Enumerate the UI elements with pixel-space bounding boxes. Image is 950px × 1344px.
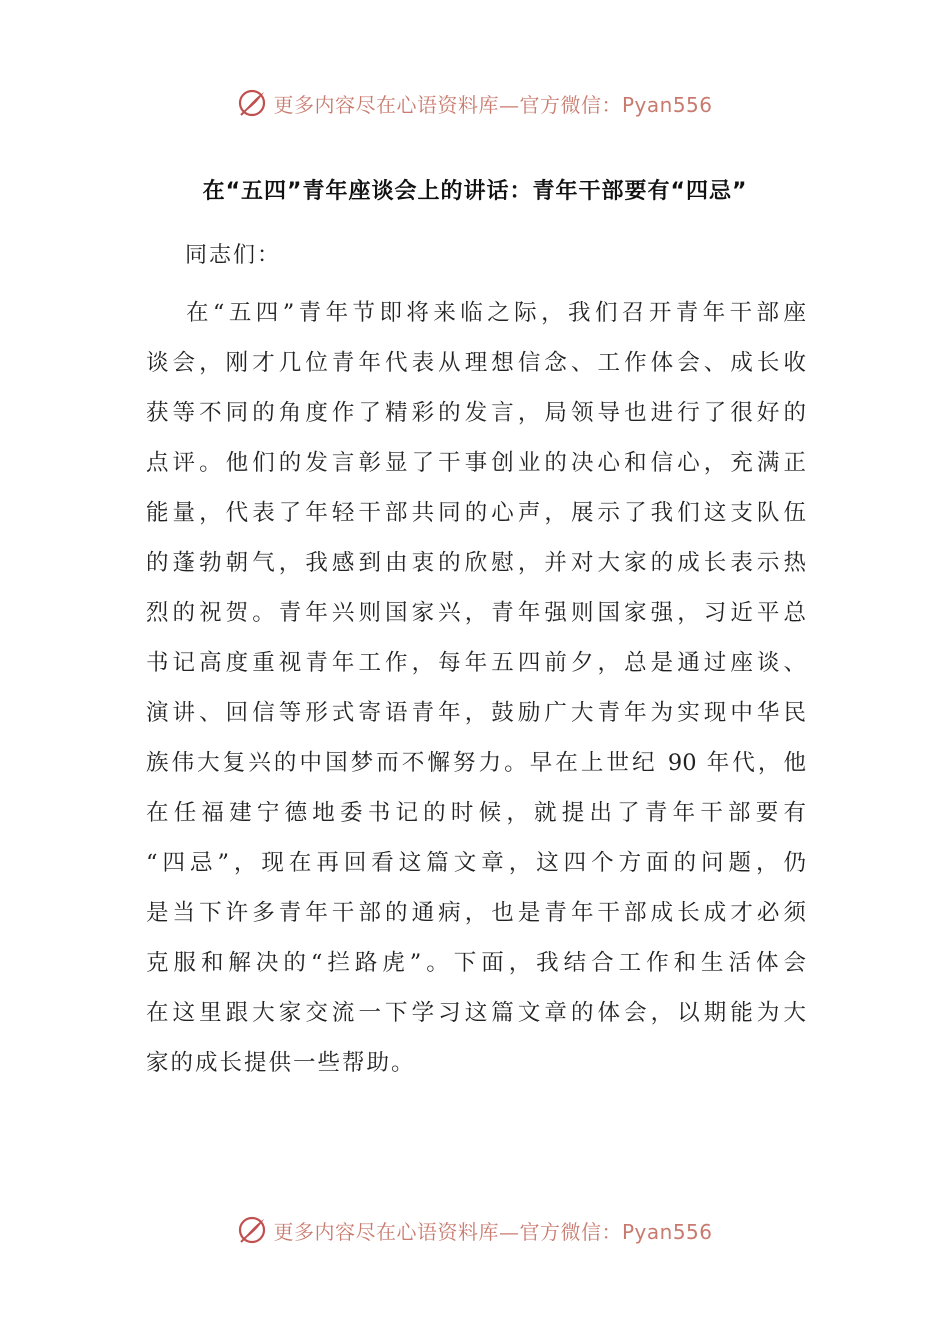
watermark-text: 更多内容尽在心语资料库—官方微信：Pyan556 [273, 1219, 713, 1244]
paragraph-line: 演讲、回信等形式寄语青年，鼓励广大青年为实现中华民 [146, 700, 806, 726]
body-paragraph [146, 292, 806, 1092]
paragraph-line: 是当下许多青年干部的通病，也是青年干部成长成才必须 [146, 900, 806, 926]
quill-logo-icon [237, 1215, 267, 1245]
paragraph-line: 家的成长提供一些帮助。 [146, 1050, 416, 1076]
header-watermark [0, 86, 950, 120]
paragraph-line: 的蓬勃朝气，我感到由衷的欣慰，并对大家的成长表示热 [146, 550, 806, 576]
paragraph-line: 在任福建宁德地委书记的时候，就提出了青年干部要有 [146, 800, 806, 826]
document-title: 在“五四”青年座谈会上的讲话：青年干部要有“四忌” [202, 179, 748, 204]
paragraph-line: 烈的祝贺。青年兴则国家兴，青年强则国家强，习近平总 [146, 600, 806, 626]
paragraph-line: 获等不同的角度作了精彩的发言，局领导也进行了很好的 [146, 400, 806, 426]
paragraph-line: 克服和解决的“拦路虎”。下面，我结合工作和生活体会 [146, 950, 806, 976]
salutation: 同志们： [185, 243, 282, 268]
paragraph-line: 族伟大复兴的中国梦而不懈努力。早在上世纪 90 年代，他 [146, 750, 806, 776]
paragraph-line: “四忌”，现在再回看这篇文章，这四个方面的问题，仍 [146, 850, 806, 876]
paragraph-line: 书记高度重视青年工作，每年五四前夕，总是通过座谈、 [146, 650, 806, 676]
paragraph-line: 在“五四”青年节即将来临之际，我们召开青年干部座 [186, 300, 806, 326]
watermark-text: 更多内容尽在心语资料库—官方微信：Pyan556 [273, 92, 713, 117]
paragraph-line: 能量，代表了年轻干部共同的心声，展示了我们这支队伍 [146, 500, 806, 526]
footer-watermark [0, 1213, 950, 1247]
wechat-id: Pyan556 [621, 1219, 713, 1244]
paragraph-line: 在这里跟大家交流一下学习这篇文章的体会，以期能为大 [146, 1000, 806, 1026]
paragraph-line: 点评。他们的发言彰显了干事创业的决心和信心，充满正 [146, 450, 806, 476]
wechat-id: Pyan556 [621, 92, 713, 117]
paragraph-line: 谈会，刚才几位青年代表从理想信念、工作体会、成长收 [146, 350, 806, 376]
quill-logo-icon [237, 88, 267, 118]
